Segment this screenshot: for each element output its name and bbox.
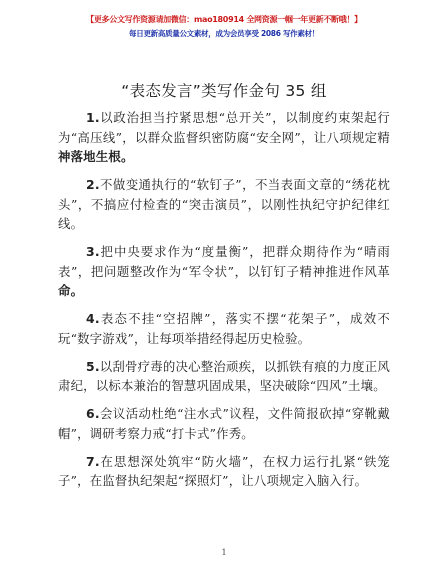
- item-text: 不做变通执行的“软钉子”，不当表面文章的“绣花枕头”，不搞应付检查的“突击演员”，以刚性执纪守护纪律红线。: [58, 177, 390, 231]
- item-list: [58, 108, 390, 499]
- promo-banner-line-1: 【更多公文写作资源请加微信：mao180914 全网资源一帼一年更新不断哦！】: [86, 15, 362, 24]
- list-item: [58, 357, 390, 396]
- page-number: 1: [221, 548, 227, 557]
- list-item: [58, 404, 390, 443]
- item-number: 2.: [86, 177, 100, 192]
- item-emphasis: 命。: [58, 283, 84, 298]
- item-text: 会议活动杜绝“注水式”议程，文件简报砍掉“穿靴戴帽”，调研考察力戒“打卡式”作秀。: [58, 406, 390, 441]
- document-title: “表态发言”类写作金句 35 组: [121, 82, 327, 100]
- list-item: [58, 175, 390, 234]
- list-item: [58, 452, 390, 491]
- item-number: 5.: [86, 358, 100, 374]
- list-item: [58, 309, 390, 348]
- item-text: 在思想深处筑牢“防火墙”，在权力运行扎紧“铁笼子”，在监督执纪架起“探照灯”，让八项规定入脑入行。: [58, 453, 390, 488]
- item-number: 6.: [86, 406, 100, 421]
- item-number: 1.: [86, 110, 100, 125]
- promo-banner-line-2: 每日更新高质量公文素材，成为会员享受 2086 写作素材！: [129, 29, 319, 38]
- item-text: 以刮骨疗毒的决心整治顽疾，以抓铁有痕的力度正风肃纪，以标本兼治的智慧巩固成果，坚决破除“四风”土壤。: [58, 358, 390, 393]
- item-number: 4.: [86, 311, 100, 326]
- list-item: [58, 108, 390, 167]
- item-number: 3.: [86, 244, 100, 259]
- item-number: 7.: [86, 453, 100, 469]
- item-text: 表态不挂“空招牌”，落实不摆“花架子”，成效不玩“数字游戏”，让每项举措经得起历史检验。: [58, 311, 390, 346]
- item-text: 把中央要求作为“度量衡”，把群众期待作为“晴雨表”，把问题整改作为“军令状”，以钉钉子精神推进作风革: [58, 244, 390, 279]
- list-item: [58, 242, 390, 301]
- item-emphasis: 神落地生根。: [58, 149, 134, 164]
- item-text: 以政治担当拧紧思想“总开关”，以制度约束架起行为“高压线”，以群众监督织密防腐“安全网”，让八项规定精: [58, 110, 390, 145]
